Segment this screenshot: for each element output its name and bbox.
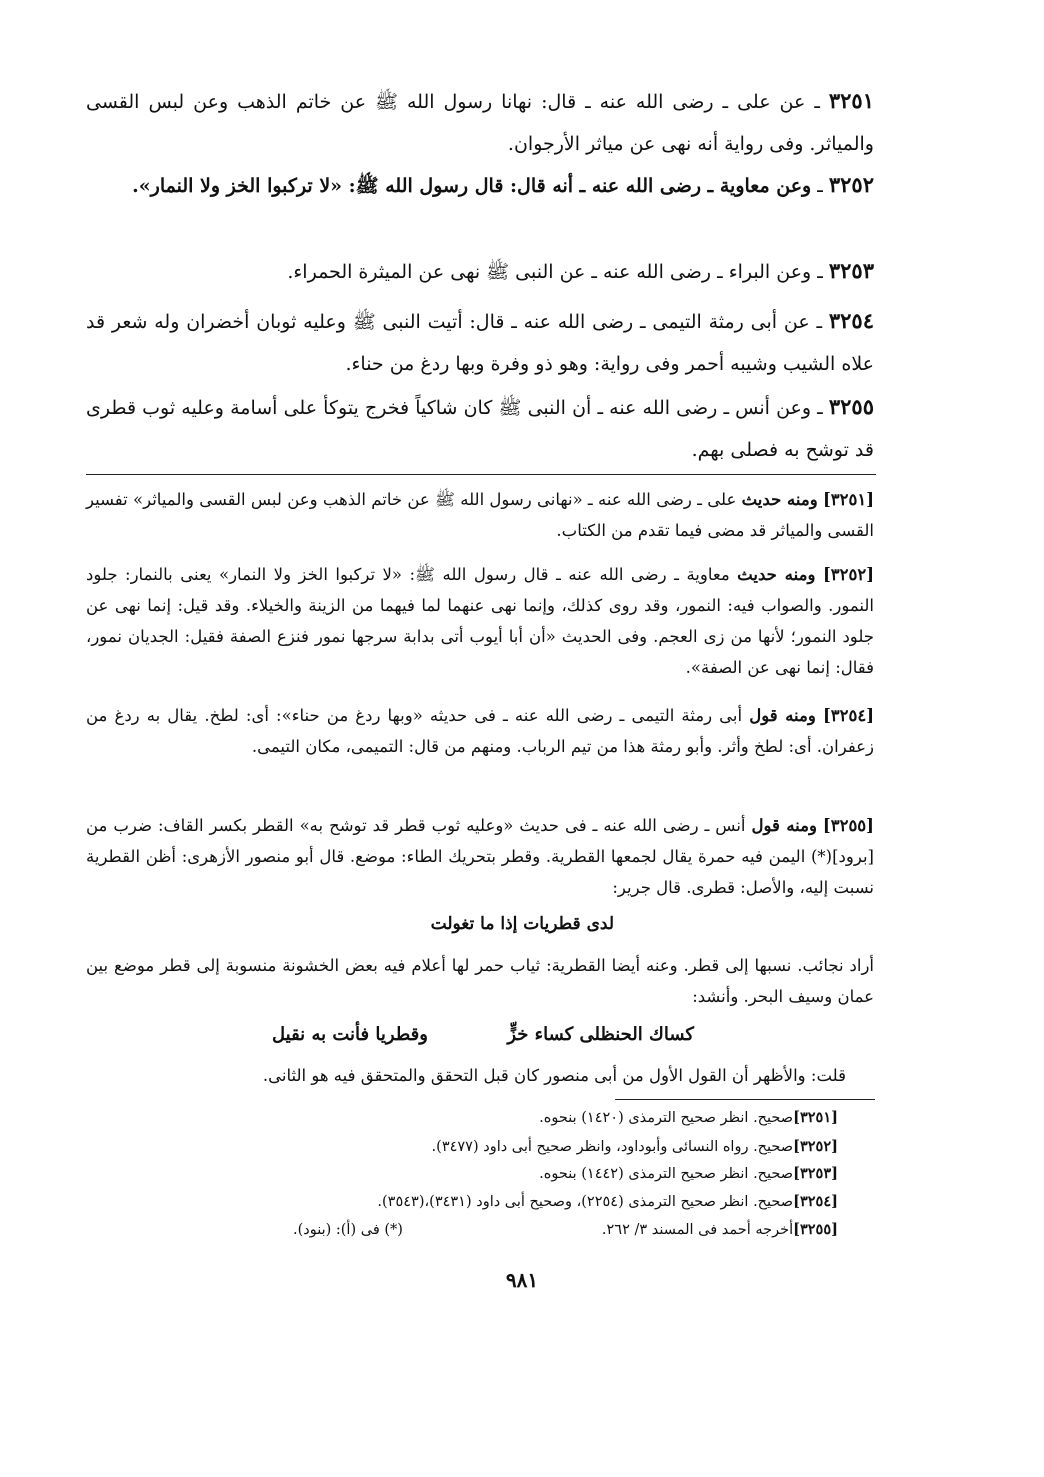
hadith-3252: ٣٢٥٢ ـ وعن معاوية ـ رضى الله عنه ـ أنه قال: قال رسول الله ﷺ: «لا تركبوا الخز ولا النمار». bbox=[132, 172, 874, 197]
footnote-3251 bbox=[539, 1108, 838, 1128]
footnote-variant-note: (*) فى (أ): (بنود). bbox=[293, 1222, 403, 1238]
hadith-number: ٣٢٥٢ bbox=[828, 172, 874, 197]
hadith-text: وعن معاوية ـ رضى الله عنه ـ أنه قال: قال رسول الله ﷺ: «لا تركبوا الخز ولا النمار». bbox=[132, 175, 812, 197]
commentary-text: أبى رمثة التيمى ـ رضى الله عنه ـ فى حديثه «وبها ردغ من حناء»: أى: لطخ. يقال به ردغ من زعفران. أى: لطخ وأثر. وأبو رمثة هذا من تيم الرباب. ومنهم من قال: التميمى، مكان التيمى. bbox=[86, 706, 874, 756]
page-number: ٩٨١ bbox=[505, 1268, 539, 1292]
hadith-text: عن أبى رمثة التيمى ـ رضى الله عنه ـ قال: أتيت النبى ﷺ وعليه ثوبان أخضران وله شعر قد علاه الشيب وشيبه أحمر وفى رواية: وهو ذو وفرة وبها ردغ من حناء. bbox=[86, 311, 874, 375]
footnote-ref: [٣٢٥٣] bbox=[793, 1165, 838, 1182]
section-divider bbox=[86, 474, 876, 475]
closing-remark: قلت: والأظهر أن القول الأول من أبى منصور كان قبل التحقق والمتحقق فيه هو الثانى. bbox=[262, 1066, 846, 1085]
footnote-text: صحيح. انظر صحيح الترمذى (٢٢٥٤)، وصحيح أبى داود (٣٤٣١)،(٣٥٤٣). bbox=[377, 1194, 794, 1210]
commentary-text: معاوية ـ رضى الله عنه ـ قال رسول الله ﷺ: «لا تركبوا الخز ولا النمار» يعنى بالنمار: جلود النمور. والصواب فيه: النمور، وقد روى كذلك، وإنما نهى عنهما لما فيهما من الزينة والخيلاء. وقد قيل: إنما نهى عن جلود النمور؛ لأنها من زى العجم. وفى الحديث «أن أبا أيوب أتى بدابة سرجها نمور فنزع الصفة فقيل: الجديان نمور، فقال: إنما نهى عن الصفة». bbox=[86, 565, 874, 677]
footnote-text: صحيح. رواه النسائى وأبوداود، وانظر صحيح أبى داود (٣٤٧٧). bbox=[431, 1139, 794, 1155]
hadith-text: عن على ـ رضى الله عنه ـ قال: نهانا رسول الله ﷺ عن خاتم الذهب وعن لبس القسى والمياثر. وفى رواية أنه نهى عن مياثر الأرجوان. bbox=[86, 91, 874, 155]
commentary-lead: ومنه قول bbox=[749, 706, 816, 725]
footnote-text: صحيح. انظر صحيح الترمذى (١٤٤٢) بنحوه. bbox=[539, 1166, 794, 1182]
commentary-3254 bbox=[86, 700, 874, 762]
hadith-3253: ٣٢٥٣ ـ وعن البراء ـ رضى الله عنه ـ عن النبى ﷺ نهى عن الميثرة الحمراء. bbox=[287, 258, 874, 283]
hadith-3251: ٣٢٥١ ـ عن على ـ رضى الله عنه ـ قال: نهانا رسول الله ﷺ عن خاتم الذهب وعن لبس القسى والمياثر. وفى رواية أنه نهى عن مياثر الأرجوان. bbox=[86, 88, 874, 155]
commentary-ref: [٣٢٥١] bbox=[822, 490, 875, 509]
footnote-text: صحيح. انظر صحيح الترمذى (١٤٢٠) بنحوه. bbox=[539, 1110, 794, 1126]
poetry-verse-2-left: وقطريا فأنت به نقيل bbox=[272, 1024, 428, 1045]
hadith-number: ٣٢٥٤ bbox=[828, 308, 874, 333]
commentary-continuation: أراد نجائب. نسبها إلى قطر. وعنه أيضا القطرية: ثياب حمر لها أعلام فيه بعض الخشونة منسوبة إلى قطر موضع بين عمان وسيف البحر. وأنشد: bbox=[86, 956, 874, 1006]
commentary-ref: [٣٢٥٥] bbox=[822, 816, 874, 835]
commentary-ref: [٣٢٥٢] bbox=[822, 565, 875, 584]
commentary-lead: ومنه قول bbox=[751, 816, 817, 835]
commentary-text: على ـ رضى الله عنه ـ «نهانى رسول الله ﷺ عن خاتم الذهب وعن لبس القسى والمياثر» تفسير القسى والمياثر قد مضى فيما تقدم من الكتاب. bbox=[86, 490, 874, 540]
footnote-3252 bbox=[432, 1137, 838, 1157]
commentary-text: أنس ـ رضى الله عنه ـ فى حديث «وعليه ثوب قطر قد توشح به» القطر بكسر القاف: ضرب من [برود](*) اليمن فيه حمرة يقال لجمعها القطرية. وقطر بتحريك الطاء: موضع. قال أبو منصور الأزهرى: أظن القطرية نسبت إليه، والأصل: قطرى. قال جرير: bbox=[86, 816, 874, 897]
footnote-3253 bbox=[539, 1164, 838, 1184]
footnote-ref: [٣٢٥١] bbox=[793, 1109, 838, 1126]
footnote-3255 bbox=[602, 1220, 838, 1240]
commentary-3252 bbox=[86, 559, 874, 683]
hadith-number: ٣٢٥١ bbox=[828, 88, 874, 113]
commentary-3255 bbox=[86, 810, 874, 903]
footnote-ref: [٣٢٥٢] bbox=[793, 1138, 838, 1155]
footnote-divider bbox=[615, 1099, 875, 1100]
poetry-verse-1: لدى قطريات إذا ما تغولت bbox=[430, 914, 614, 934]
hadith-number: ٣٢٥٥ bbox=[828, 394, 874, 419]
hadith-number: ٣٢٥٣ bbox=[828, 258, 874, 283]
poetry-verse-2-right: كساك الحنظلى كساء خزٍّ bbox=[507, 1024, 694, 1045]
commentary-3251 bbox=[86, 484, 874, 546]
footnote-ref: [٣٢٥٥] bbox=[793, 1221, 838, 1238]
hadith-3255: ٣٢٥٥ ـ وعن أنس ـ رضى الله عنه ـ أن النبى ﷺ كان شاكياً فخرج يتوكأ على أسامة وعليه ثوب قطرى قد توشح به فصلى بهم. bbox=[86, 394, 874, 461]
commentary-lead: ومنه حديث bbox=[737, 565, 816, 584]
hadith-text: وعن البراء ـ رضى الله عنه ـ عن النبى ﷺ نهى عن الميثرة الحمراء. bbox=[287, 261, 812, 283]
commentary-ref: [٣٢٥٤] bbox=[822, 706, 875, 725]
footnote-text: أخرجه أحمد فى المسند ٣/ ٢٦٢. bbox=[601, 1222, 794, 1238]
footnote-3254 bbox=[377, 1192, 838, 1212]
hadith-text: وعن أنس ـ رضى الله عنه ـ أن النبى ﷺ كان شاكياً فخرج يتوكأ على أسامة وعليه ثوب قطرى قد توشح به فصلى بهم. bbox=[86, 397, 874, 461]
commentary-lead: ومنه حديث bbox=[741, 490, 818, 509]
footnote-ref: [٣٢٥٤] bbox=[793, 1193, 838, 1210]
hadith-3254: ٣٢٥٤ ـ عن أبى رمثة التيمى ـ رضى الله عنه ـ قال: أتيت النبى ﷺ وعليه ثوبان أخضران وله شعر قد علاه الشيب وشيبه أحمر وفى رواية: وهو ذو وفرة وبها ردغ من حناء. bbox=[86, 308, 874, 375]
